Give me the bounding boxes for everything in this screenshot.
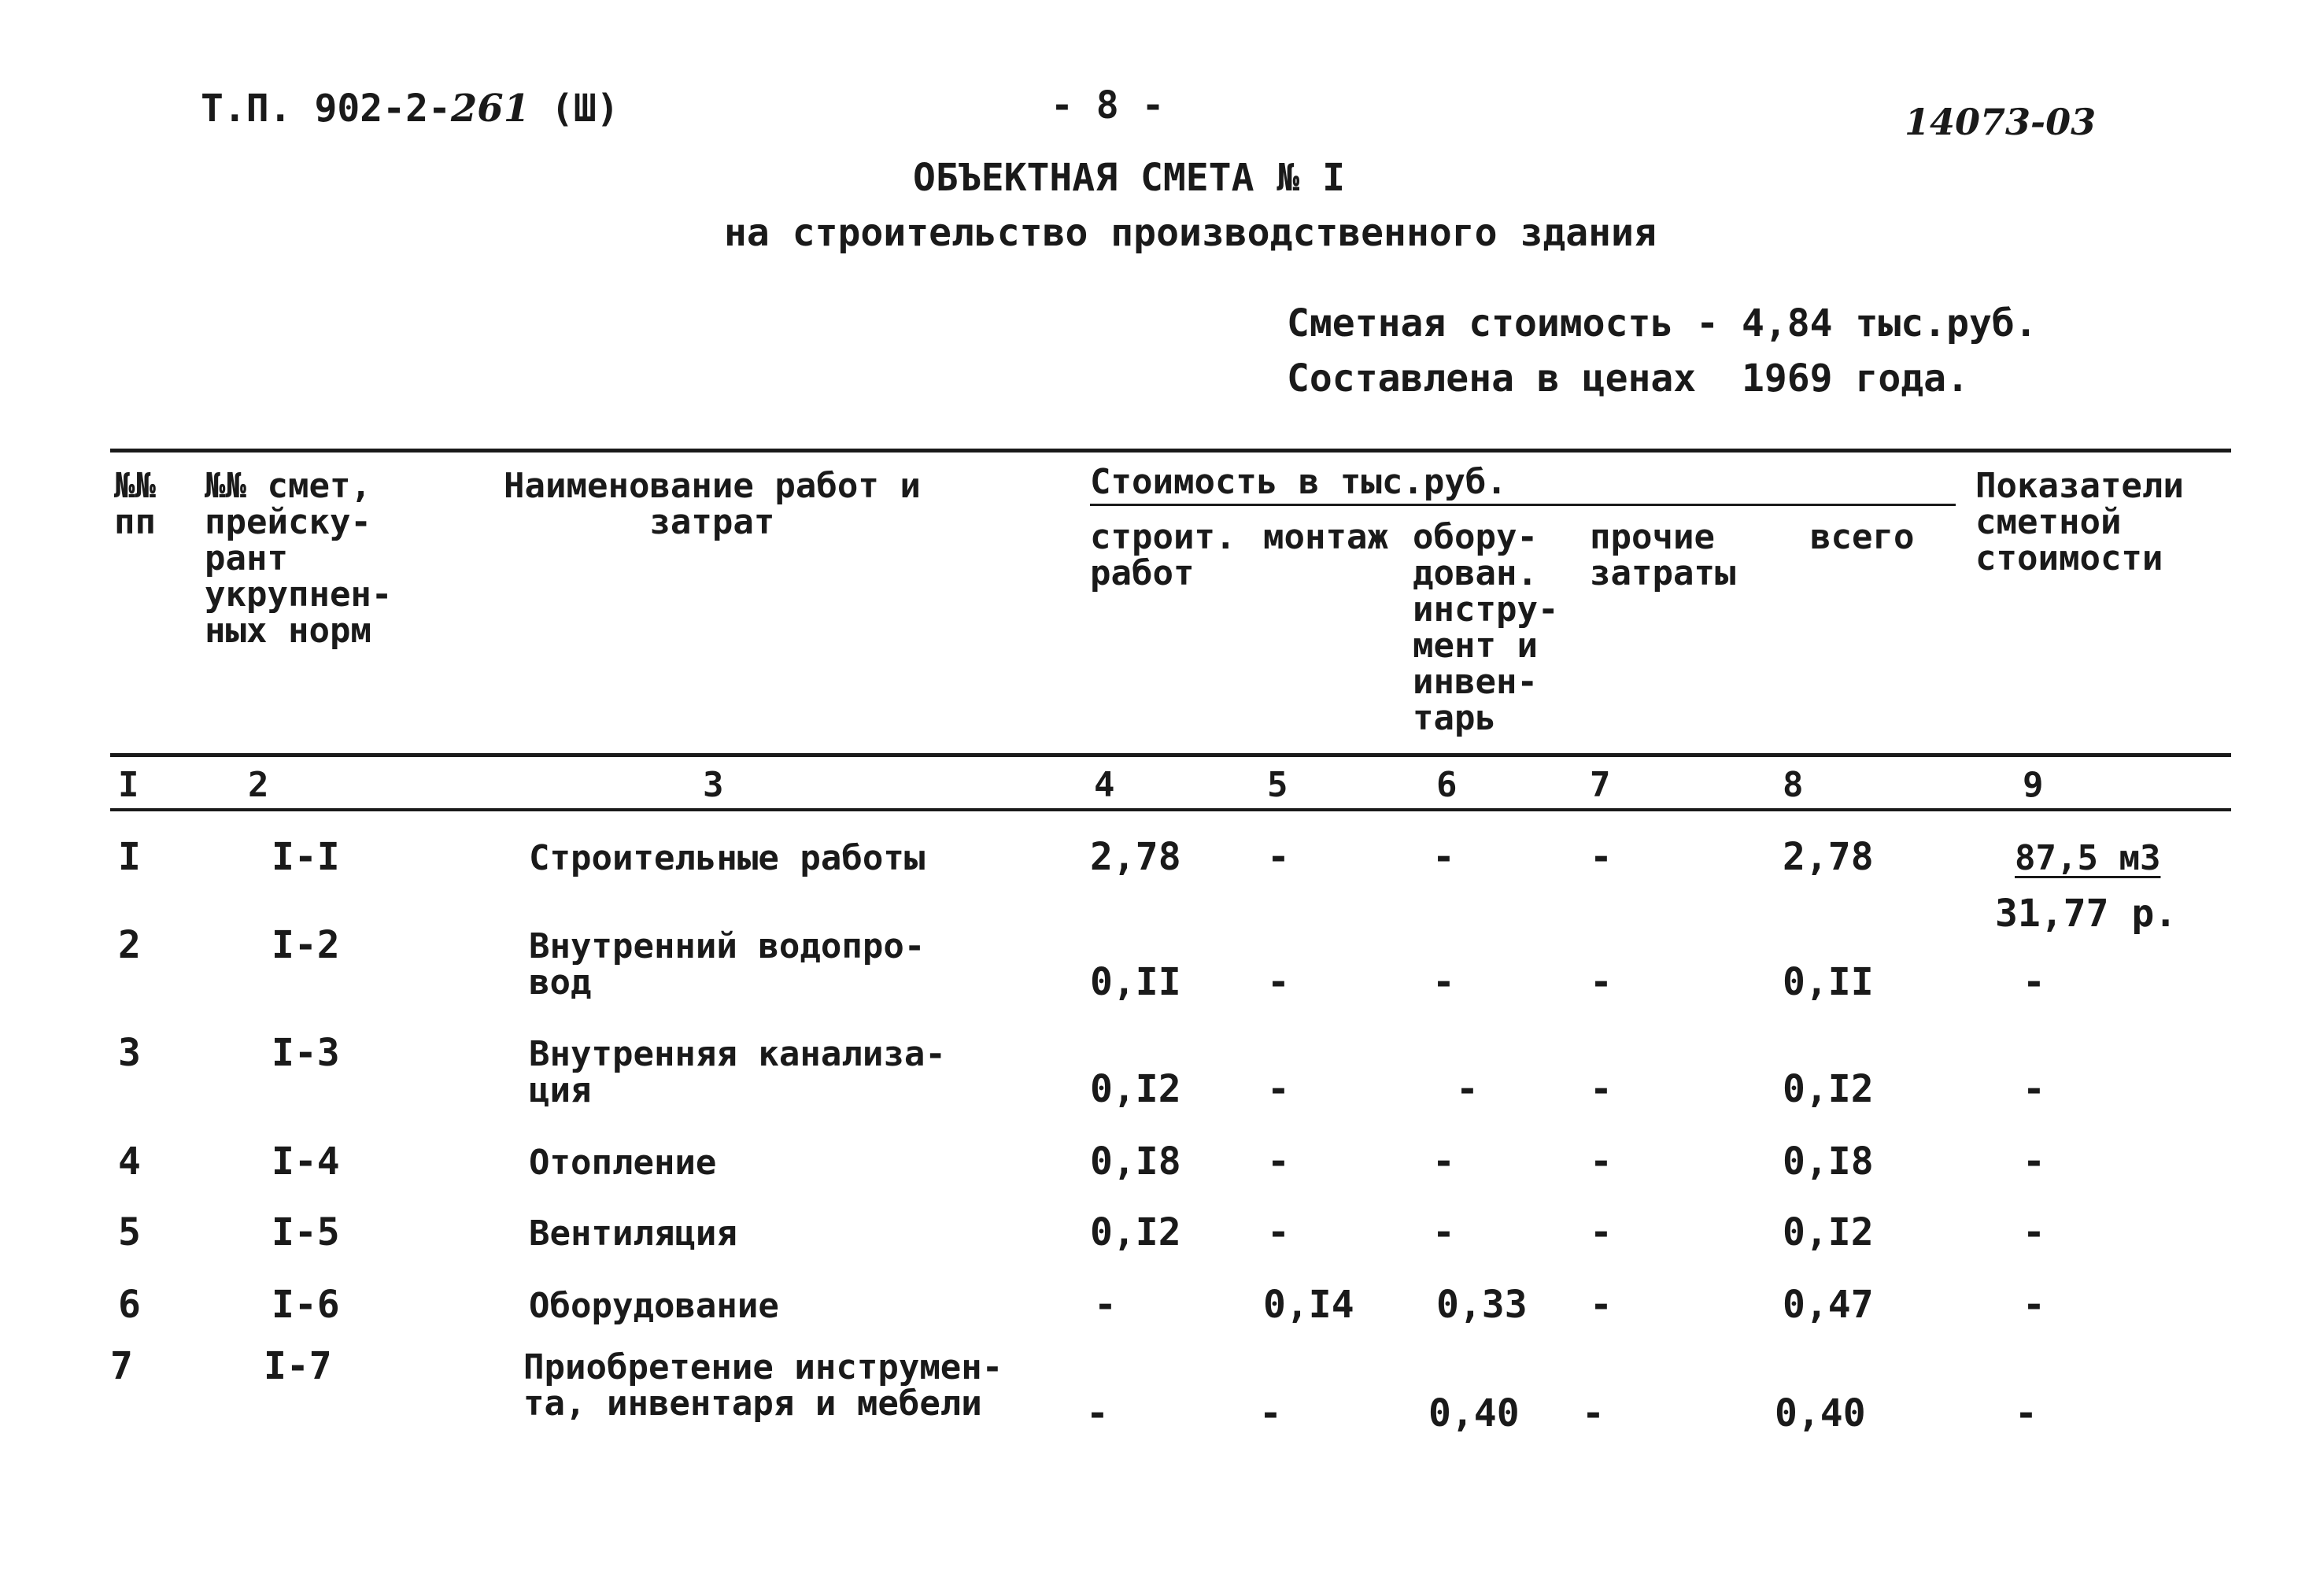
row-equipment: 0,40	[1428, 1391, 1520, 1435]
estimated-cost	[1287, 303, 2038, 344]
row-other: -	[1590, 1283, 1613, 1327]
column-number: 6	[1436, 765, 1458, 805]
page-number: - 8 -	[1051, 83, 1165, 127]
table-top-rule	[110, 449, 2231, 453]
header-col-name: Наименование работ и затрат	[504, 466, 921, 542]
row-number: 6	[118, 1283, 141, 1327]
row-installation: -	[1267, 1067, 1290, 1111]
row-name: Внутренняя канализа- ция	[529, 1034, 946, 1110]
row-number: 5	[118, 1210, 141, 1254]
row-other: -	[1590, 1210, 1613, 1254]
prices-label: Составлена в ценах	[1287, 356, 1697, 401]
row-total: 0,II	[1783, 960, 1874, 1004]
row-other: -	[1590, 1067, 1613, 1111]
row-installation: -	[1267, 960, 1290, 1004]
cost-label: Сметная стоимость -	[1287, 301, 1720, 345]
row-installation: -	[1267, 1210, 1290, 1254]
row-name: Внутренний водопро- вод	[529, 926, 926, 1003]
row-total: 0,I2	[1783, 1210, 1874, 1254]
archive-number: 14073-03	[1905, 101, 2097, 143]
header-col-construction: строит. работ	[1090, 517, 1236, 593]
header-col-estimate: №№ смет, прейску- рант укрупнен- ных норм	[205, 466, 393, 651]
row-name: Вентиляция	[529, 1213, 737, 1254]
row-indicator: -	[2023, 1210, 2045, 1254]
column-number: I	[118, 765, 139, 805]
cost-value: 4,84	[1741, 301, 1833, 345]
row-indicator: -	[2023, 1140, 2045, 1184]
row-indicator-unit-cost: 31,77 р.	[1995, 892, 2178, 936]
row-equipment: -	[1456, 1067, 1479, 1111]
row-code: I-6	[272, 1283, 340, 1327]
header-col-installation: монтаж	[1263, 517, 1388, 557]
price-basis	[1287, 358, 1969, 399]
header-col-total: всего	[1810, 517, 1915, 557]
row-code: I-4	[272, 1140, 340, 1184]
page-subtitle: на строительство производственного здания	[724, 211, 1657, 255]
row-other: -	[1582, 1391, 1605, 1435]
row-indicator: -	[2023, 1067, 2045, 1111]
row-construction: -	[1086, 1391, 1109, 1435]
row-equipment: -	[1432, 960, 1455, 1004]
row-total: 0,40	[1775, 1391, 1866, 1435]
cost-unit: тыс.руб.	[1855, 301, 2038, 345]
prices-year: 1969	[1741, 356, 1833, 401]
column-number: 2	[248, 765, 269, 805]
cost-group-rule	[1090, 504, 1956, 506]
row-total: 0,47	[1783, 1283, 1874, 1327]
row-other: -	[1590, 960, 1613, 1004]
row-construction: 2,78	[1090, 835, 1181, 879]
row-name: Оборудование	[529, 1286, 779, 1326]
row-name: Приобретение инструмен- та, инвентаря и мебели	[523, 1347, 1003, 1424]
row-installation: -	[1267, 1140, 1290, 1184]
row-equipment: -	[1432, 835, 1455, 879]
row-code: I-5	[272, 1210, 340, 1254]
row-construction: 0,I2	[1090, 1067, 1181, 1111]
row-construction: 0,I2	[1090, 1210, 1181, 1254]
row-installation: 0,I4	[1263, 1283, 1354, 1327]
column-number: 9	[2023, 765, 2044, 805]
row-equipment: -	[1432, 1140, 1455, 1184]
row-code: I-3	[272, 1031, 340, 1075]
header-col-indicators: Показатели сметной стоимости	[1975, 466, 2184, 578]
row-installation: -	[1259, 1391, 1282, 1435]
row-construction: -	[1094, 1283, 1117, 1327]
row-total: 0,I2	[1783, 1067, 1874, 1111]
header-bottom-rule	[110, 753, 2231, 757]
row-indicator: -	[2023, 1283, 2045, 1327]
row-total: 0,I8	[1783, 1140, 1874, 1184]
row-other: -	[1590, 835, 1613, 879]
row-number: 2	[118, 923, 141, 967]
header-col-number: №№ пп	[114, 466, 156, 542]
document-code	[201, 88, 530, 129]
column-number: 3	[703, 765, 724, 805]
row-code: I-I	[272, 835, 340, 879]
row-number: I	[118, 835, 141, 879]
header-col-other: прочие затраты	[1590, 517, 1736, 593]
prices-suffix: года.	[1855, 356, 1969, 401]
row-other: -	[1590, 1140, 1613, 1184]
row-name: Строительные работы	[529, 838, 926, 878]
row-total: 2,78	[1783, 835, 1874, 879]
row-number: 4	[118, 1140, 141, 1184]
row-equipment: -	[1432, 1210, 1455, 1254]
doc-code-suffix: (Ш)	[551, 87, 619, 131]
doc-code-prefix: Т.П. 902-2-	[201, 87, 451, 131]
column-number: 4	[1094, 765, 1115, 805]
header-col-equipment: обору- дован. инстру- мент и инвен- тарь	[1413, 517, 1559, 738]
row-code: I-7	[264, 1344, 332, 1388]
row-construction: 0,II	[1090, 960, 1181, 1004]
row-code: I-2	[272, 923, 340, 967]
column-numbers-rule	[110, 808, 2231, 811]
column-number: 8	[1783, 765, 1804, 805]
row-name: Отопление	[529, 1143, 717, 1183]
row-equipment: 0,33	[1436, 1283, 1528, 1327]
row-construction: 0,I8	[1090, 1140, 1181, 1184]
header-cost-group: Стоимость в тыс.руб.	[1090, 462, 1507, 502]
column-number: 7	[1590, 765, 1611, 805]
column-number: 5	[1267, 765, 1288, 805]
page-title: ОБЪЕКТНАЯ СМЕТА № I	[913, 156, 1346, 200]
row-installation: -	[1267, 835, 1290, 879]
row-indicator: -	[2023, 960, 2045, 1004]
row-indicator: -	[2015, 1391, 2038, 1435]
row-indicator-volume: 87,5 м3	[2015, 838, 2161, 878]
row-number: 3	[118, 1031, 141, 1075]
doc-code-number: 261	[450, 87, 530, 131]
row-number: 7	[110, 1344, 133, 1388]
